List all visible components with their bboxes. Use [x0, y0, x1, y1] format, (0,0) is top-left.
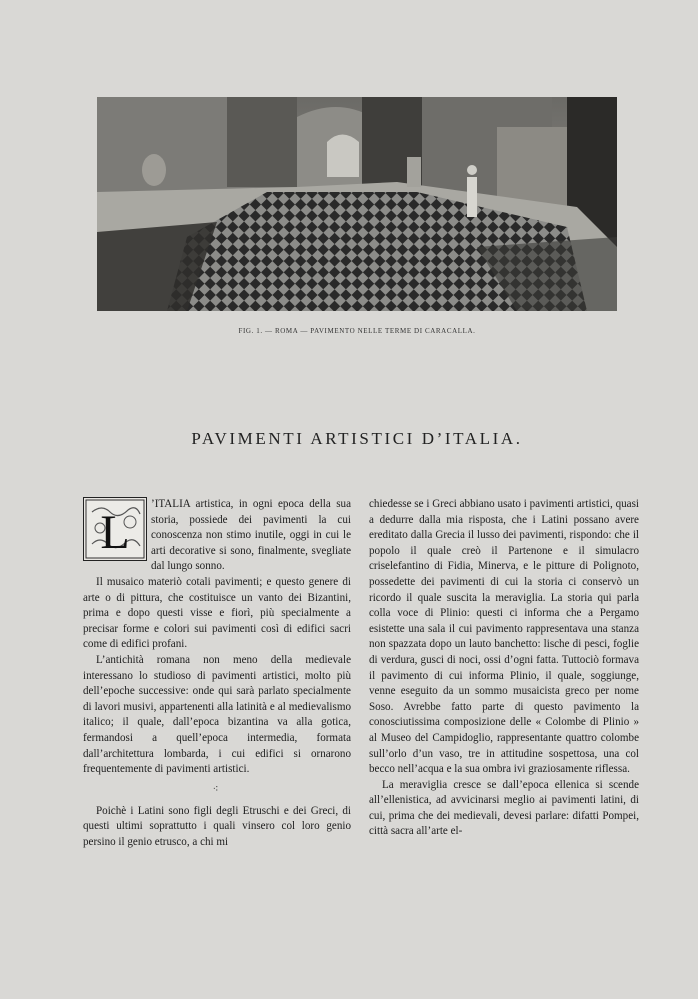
paragraph-1: L ’ITALIA artistica, in ogni epoca della sua storia, possiede dei pavimenti la cui conoscenza non stimo inutile, oggi in cui le arti decorative si sono, finalmente, svegliate dal lungo sonno.: [83, 497, 351, 575]
right-column: [369, 497, 639, 840]
ruins-photo-icon: [97, 97, 617, 311]
figure-caption: FIG. 1. — ROMA — PAVIMENTO NELLE TERME DI CARACALLA.: [238, 327, 476, 335]
paragraph-4: Poichè i Latini sono figli degli Etruschi e dei Greci, di questi ultimi soprattutto i quali vinsero col loro genio persino il genio etrusco, a chi mi: [83, 804, 351, 848]
article-title: PAVIMENTI ARTISTICI D’ITALIA.: [191, 429, 523, 448]
section-ornament: ⁖: [212, 783, 222, 795]
paragraph-5: chiedesse se i Greci abbiano usato i pavimenti artistici, quasi a dedurre dalla mia risposta, che i Latini possano avere ereditato dalla Grecia il lusso dei pavimenti, rispondo: che il popolo il quale creò il Partenone e il simulacro criselefantino di Fidia, Minerva, e le pitture di Polignoto, possedette dei pavimenti di cui la storia ci conservò un ricordo il quale suscita la meraviglia. La storia qui parla colla voce di Plinio: questi ci informa che a Pergamo esistette una sala il cui pavimento rappresentava una stanza non spazzata dopo un lauto banchetto: lische di pesci, foglie di verdura, gusci di noci, ossi d’ogni fatta. Tuttociò formava il pavimento di cui informa Plinio, il quale, soggiunge, venne eseguito da un sommo musaicista greco per nome Soso. Avrebbe fatto parte di questo pavimento la conosciutissima composizione delle « Colombe di Plinio » al Museo del Campidoglio, rappresentante quattro colombe sull’orlo d’un vaso, tre in attitudine sospettosa, una col becco nell’acqua e la sua ombra ivi graziosamente riflessa.: [369, 498, 639, 776]
left-column: [83, 497, 351, 850]
figure-photo: [97, 97, 617, 311]
dropcap-ornament: [83, 497, 147, 561]
paragraph-3: L’antichità romana non meno della medievale interessano lo studioso di pavimenti artistici, molto più dell’epoche successive: onde qui sarà parlato specialmente di lavori musivi, appartenenti alla latinità e al medievalismo italico; il quale, dall’epoca bizantina va alla gotica, fermandosi a quell’epoca intermedia, formata dall’architettura lombarda, i cui edifici si ornarono frequentemente di pavimenti artistici.: [83, 653, 351, 776]
paragraph-6: La meraviglia cresce se dall’epoca ellenica si scende all’ellenistica, ad avvicinarsi meglio ai pavimenti latini, di cui, prima che dei medievali, devesi parlare: difatti Pompei, città sacra all’arte el-: [369, 778, 639, 838]
svg-text:L: L: [100, 506, 130, 559]
paragraph-2: Il musaico materiò cotali pavimenti; e questo genere di arte o di pittura, che costituisce un vanto dei Bizantini, prima e dopo questi visse e fiorì, più specialmente a precisar forme e colori sui pavimenti così di edifici sacri come di edifici profani.: [83, 575, 351, 651]
ornamental-initial-icon: [84, 498, 146, 560]
